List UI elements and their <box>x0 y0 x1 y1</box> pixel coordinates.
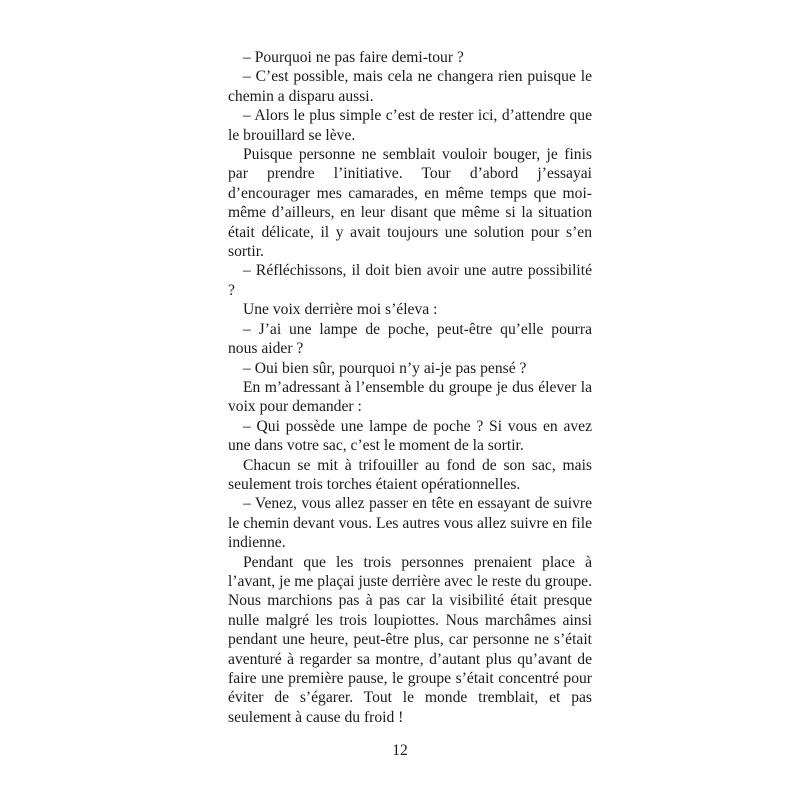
paragraph-3: – Alors le plus simple c’est de rester ici, d’attendre que le brouillard se lève. <box>228 107 592 144</box>
page-number: 12 <box>392 742 408 759</box>
paragraph-11: Chacun se mit à trifouiller au fond de son sac, mais seulement trois torches étaient opérationnelles. <box>228 456 592 493</box>
paragraph-7: – J’ai une lampe de poche, peut-être qu’elle pourra nous aider ? <box>228 320 592 358</box>
paragraph-9: En m’adressant à l’ensemble du groupe je dus élever la voix pour demander : <box>228 378 592 416</box>
paragraph-8: – Oui bien sûr, pourquoi n’y ai-je pas pensé ? <box>243 359 527 377</box>
paragraph-6: Une voix derrière moi s’éleva : <box>243 301 438 319</box>
book-page-text <box>228 48 592 727</box>
paragraph-13: Pendant que les trois personnes prenaient place à l’avant, je me plaçai juste derrière avec le reste du groupe. Nous marchions pas à pas car la visibilité était presque nulle malgré les trois loupiottes. Nous marchâmes ainsi pendant une heure, peut-être plus, car personne ne s’était aventuré à regarder sa montre, d’autant plus qu’avant de faire une première pause, le groupe s’était concentré pour éviter de s’égarer. Tout le monde tremblait, et pas seulement à cause du froid ! <box>228 553 592 726</box>
paragraph-4: Puisque personne ne semblait vouloir bouger, je finis par prendre l’initiative. Tour d’abord j’essayai d’encourager mes camarades, en même temps que moi-même d’ailleurs, en leur disant que même si la situation était délicate, il y avait toujours une solution pour s’en sortir. <box>228 146 592 261</box>
paragraph-10: – Qui possède une lampe de poche ? Si vous en avez une dans votre sac, c’est le moment de la sortir. <box>228 417 592 455</box>
paragraph-5: – Réfléchissons, il doit bien avoir une autre possibilité ? <box>228 262 592 299</box>
paragraph-12: – Venez, vous allez passer en tête en essayant de suivre le chemin devant vous. Les autres vous allez suivre en file indienne. <box>228 495 592 552</box>
paragraph-2: – C’est possible, mais cela ne changera rien puisque le chemin a disparu aussi. <box>228 68 592 105</box>
paragraph-1: – Pourquoi ne pas faire demi-tour ? <box>243 49 464 66</box>
